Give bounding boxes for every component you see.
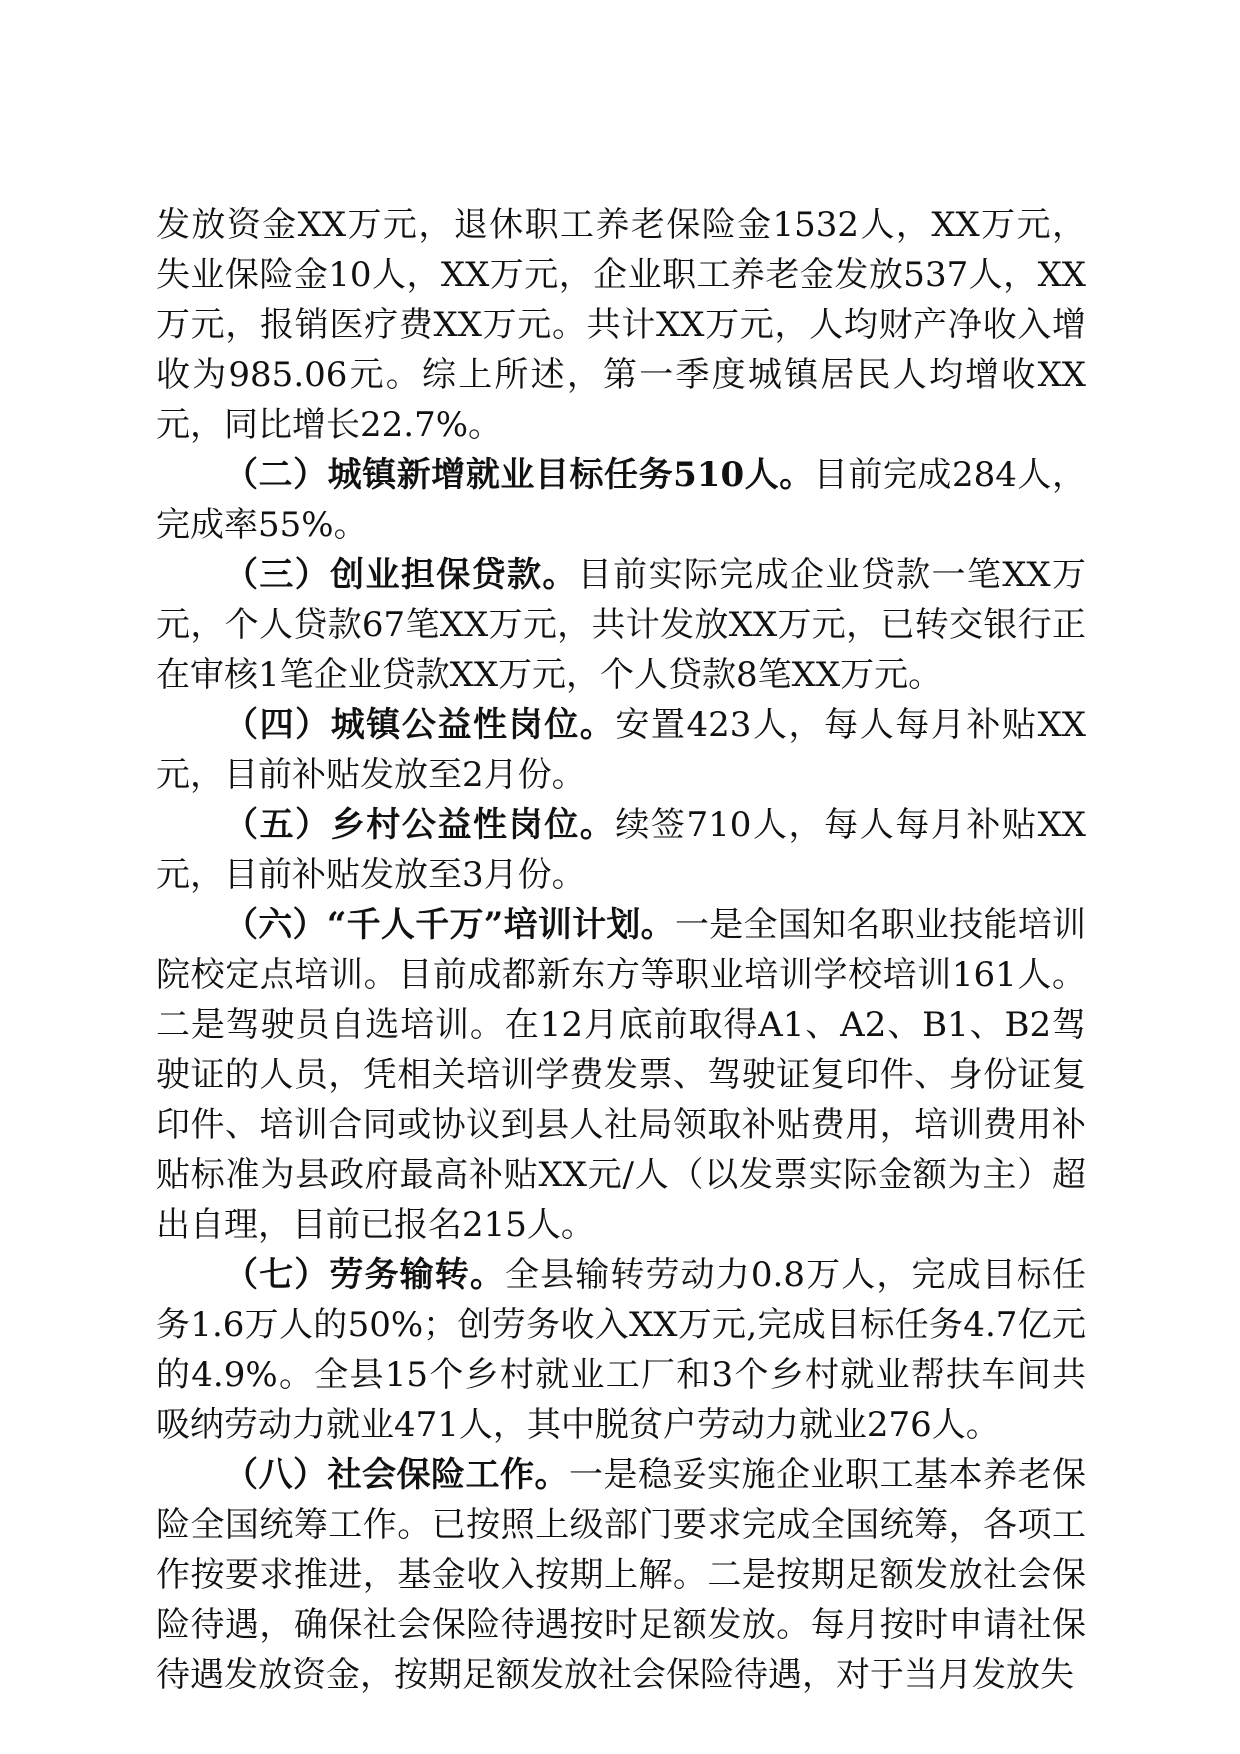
paragraph-heading: （三）创业担保贷款。 (224, 555, 578, 595)
paragraph-text: 全县输转劳动力0.8万人，完成目标任务1.6万人的50%；创劳务收入XX万元,完成目标任务4.7亿元的4.9%。全县15个乡村就业工厂和3个乡村就业帮扶车间共吸纳劳动力就业471人，其中脱贫户劳动力就业276人。 (156, 1255, 1086, 1445)
paragraph-heading: （五）乡村公益性岗位。 (224, 805, 616, 845)
paragraph-2 (156, 450, 1086, 550)
paragraph-3 (156, 550, 1086, 700)
paragraph-heading: （六）“千人千万”培训计划。 (224, 905, 675, 945)
paragraph-8 (156, 1450, 1086, 1700)
paragraph-text: 续签710人，每人每月补贴XX元，目前补贴发放至3月份。 (156, 805, 1086, 895)
paragraph-heading: （二）城镇新增就业目标任务510人。 (224, 455, 814, 495)
paragraph-heading: （八）社会保险工作。 (224, 1455, 569, 1495)
paragraph-text: 发放资金XX万元，退休职工养老保险金1532人，XX万元，失业保险金10人，XX万元，企业职工养老金发放537人，XX万元，报销医疗费XX万元。共计XX万元，人均财产净收入增收为985.06元。综上所述，第一季度城镇居民人均增收XX元，同比增长22.7%。 (156, 205, 1086, 445)
paragraph-text: 目前实际完成企业贷款一笔XX万元，个人贷款67笔XX万元，共计发放XX万元，已转交银行正在审核1笔企业贷款XX万元，个人贷款8笔XX万元。 (156, 555, 1086, 695)
document-page (156, 200, 1086, 1700)
paragraph-text: 目前完成284人，完成率55%。 (156, 455, 1086, 545)
paragraph-heading: （七）劳务输转。 (224, 1255, 506, 1295)
paragraph-heading: （四）城镇公益性岗位。 (224, 705, 616, 745)
paragraph-1 (156, 200, 1086, 450)
paragraph-text: 一是稳妥实施企业职工基本养老保险全国统筹工作。已按照上级部门要求完成全国统筹，各项工作按要求推进，基金收入按期上解。二是按期足额发放社会保险待遇，确保社会保险待遇按时足额发放。每月按时申请社保待遇发放资金，按期足额发放社会保险待遇，对于当月发放失 (156, 1455, 1086, 1695)
paragraph-7 (156, 1250, 1086, 1450)
paragraph-4 (156, 700, 1086, 800)
paragraph-text: 一是全国知名职业技能培训院校定点培训。目前成都新东方等职业培训学校培训161人。二是驾驶员自选培训。在12月底前取得A1、A2、B1、B2驾驶证的人员，凭相关培训学费发票、驾驶证复印件、身份证复印件、培训合同或协议到县人社局领取补贴费用，培训费用补贴标准为县政府最高补贴XX元/人（以发票实际金额为主）超出自理，目前已报名215人。 (156, 905, 1086, 1245)
paragraph-5 (156, 800, 1086, 900)
paragraph-6 (156, 900, 1086, 1250)
paragraph-text: 安置423人，每人每月补贴XX元，目前补贴发放至2月份。 (156, 705, 1086, 795)
